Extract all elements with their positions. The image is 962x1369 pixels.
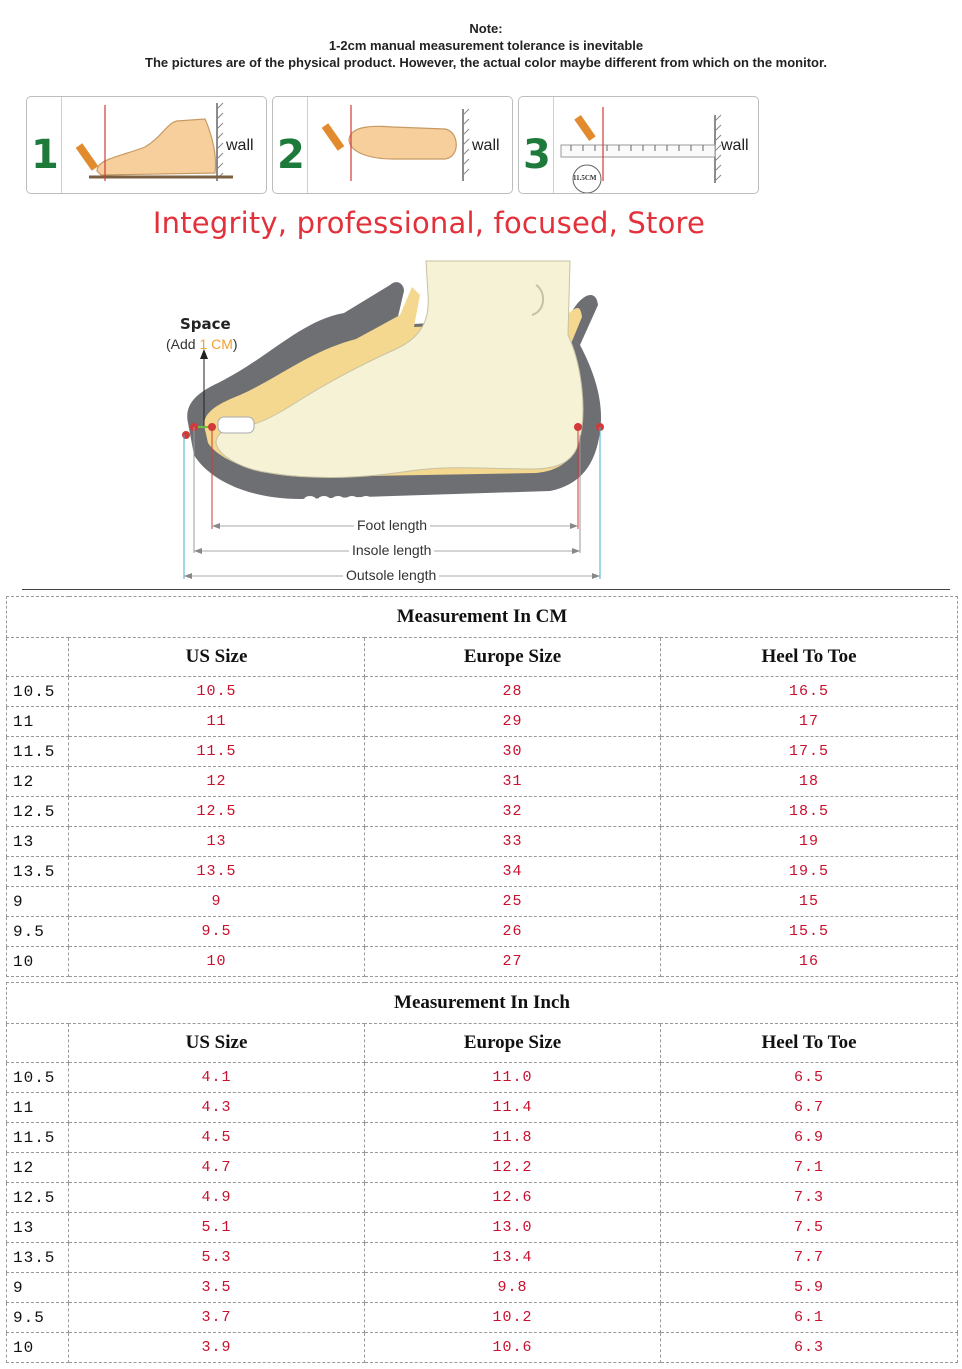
row-label: 9 xyxy=(7,887,69,917)
row-label: 10.5 xyxy=(7,1063,69,1093)
foot-length-label: Foot length xyxy=(354,517,430,533)
heel-to-toe-cell: 18 xyxy=(661,767,958,797)
heel-to-toe-cell: 16 xyxy=(661,947,958,977)
step-2-panel xyxy=(272,96,513,194)
header-us-size: US Size xyxy=(69,1024,365,1063)
heel-to-toe-cell: 7.1 xyxy=(661,1153,958,1183)
row-label: 13 xyxy=(7,827,69,857)
row-label: 12.5 xyxy=(7,797,69,827)
table-row xyxy=(7,677,958,707)
heel-to-toe-cell: 6.3 xyxy=(661,1333,958,1363)
us-size-cell: 9 xyxy=(69,887,365,917)
europe-size-cell: 11.8 xyxy=(365,1123,661,1153)
table-row xyxy=(7,827,958,857)
wall-label: wall xyxy=(721,137,749,154)
us-size-cell: 12 xyxy=(69,767,365,797)
ruler-tag: 11.5CM xyxy=(573,174,597,182)
wall-label: wall xyxy=(472,137,500,154)
header-blank xyxy=(7,638,69,677)
space-note-prefix: (Add xyxy=(166,336,200,352)
europe-size-cell: 11.0 xyxy=(365,1063,661,1093)
measurement-table-inch xyxy=(6,982,958,1363)
us-size-cell: 13.5 xyxy=(69,857,365,887)
table-body xyxy=(7,1063,958,1363)
heel-to-toe-cell: 16.5 xyxy=(661,677,958,707)
table-row xyxy=(7,797,958,827)
row-label: 9.5 xyxy=(7,1303,69,1333)
us-size-cell: 10.5 xyxy=(69,677,365,707)
space-note-suffix: ) xyxy=(232,336,238,352)
table-row xyxy=(7,1153,958,1183)
header-heel-to-toe: Heel To Toe xyxy=(661,1024,958,1063)
row-label: 13.5 xyxy=(7,1243,69,1273)
table-row xyxy=(7,1243,958,1273)
europe-size-cell: 10.6 xyxy=(365,1333,661,1363)
space-note-value: 1 CM xyxy=(199,336,233,352)
row-label: 10 xyxy=(7,947,69,977)
row-label: 9.5 xyxy=(7,917,69,947)
us-size-cell: 11 xyxy=(69,707,365,737)
heel-to-toe-cell: 17 xyxy=(661,707,958,737)
europe-size-cell: 34 xyxy=(365,857,661,887)
heel-to-toe-cell: 7.3 xyxy=(661,1183,958,1213)
table-row xyxy=(7,1183,958,1213)
header-us-size: US Size xyxy=(69,638,365,677)
table-row xyxy=(7,887,958,917)
insole-length-label: Insole length xyxy=(349,542,434,558)
outsole-length-label: Outsole length xyxy=(343,567,439,583)
us-size-cell: 4.9 xyxy=(69,1183,365,1213)
header-europe-size: Europe Size xyxy=(365,1024,661,1063)
header-heel-to-toe: Heel To Toe xyxy=(661,638,958,677)
us-size-cell: 3.5 xyxy=(69,1273,365,1303)
europe-size-cell: 13.0 xyxy=(365,1213,661,1243)
us-size-cell: 4.1 xyxy=(69,1063,365,1093)
table-row xyxy=(7,1333,958,1363)
table-row xyxy=(7,1273,958,1303)
europe-size-cell: 9.8 xyxy=(365,1273,661,1303)
row-label: 12 xyxy=(7,1153,69,1183)
row-label: 13 xyxy=(7,1213,69,1243)
us-size-cell: 13 xyxy=(69,827,365,857)
row-label: 12 xyxy=(7,767,69,797)
europe-size-cell: 11.4 xyxy=(365,1093,661,1123)
table-row xyxy=(7,917,958,947)
step-3-panel xyxy=(518,96,759,194)
step-number: 3 xyxy=(523,132,551,178)
us-size-cell: 10 xyxy=(69,947,365,977)
heel-to-toe-cell: 6.9 xyxy=(661,1123,958,1153)
table-body xyxy=(7,677,958,977)
header-blank xyxy=(7,1024,69,1063)
us-size-cell: 3.9 xyxy=(69,1333,365,1363)
europe-size-cell: 28 xyxy=(365,677,661,707)
row-label: 9 xyxy=(7,1273,69,1303)
us-size-cell: 4.5 xyxy=(69,1123,365,1153)
us-size-cell: 5.1 xyxy=(69,1213,365,1243)
row-label: 11 xyxy=(7,707,69,737)
note-line-2: The pictures are of the physical product. However, the actual color maybe different from which on the monitor. xyxy=(145,55,827,70)
europe-size-cell: 12.6 xyxy=(365,1183,661,1213)
row-label: 12.5 xyxy=(7,1183,69,1213)
heel-to-toe-cell: 15 xyxy=(661,887,958,917)
heel-to-toe-cell: 7.7 xyxy=(661,1243,958,1273)
table-row xyxy=(7,1063,958,1093)
measurement-table-cm xyxy=(6,596,958,977)
note-title: Note: xyxy=(469,21,503,36)
table-row xyxy=(7,857,958,887)
table-row xyxy=(7,1213,958,1243)
europe-size-cell: 10.2 xyxy=(365,1303,661,1333)
heel-to-toe-cell: 7.5 xyxy=(661,1213,958,1243)
us-size-cell: 5.3 xyxy=(69,1243,365,1273)
store-slogan: Integrity, professional, focused, Store xyxy=(152,206,706,240)
table-caption: Measurement In CM xyxy=(7,597,958,638)
table-row xyxy=(7,737,958,767)
europe-size-cell: 27 xyxy=(365,947,661,977)
europe-size-cell: 29 xyxy=(365,707,661,737)
row-label: 10 xyxy=(7,1333,69,1363)
europe-size-cell: 25 xyxy=(365,887,661,917)
table-row xyxy=(7,947,958,977)
europe-size-cell: 30 xyxy=(365,737,661,767)
space-title: Space xyxy=(180,315,231,333)
table-row xyxy=(7,1303,958,1333)
shoe-illustration xyxy=(160,255,620,590)
us-size-cell: 4.7 xyxy=(69,1153,365,1183)
europe-size-cell: 12.2 xyxy=(365,1153,661,1183)
table-row xyxy=(7,1093,958,1123)
heel-to-toe-cell: 19 xyxy=(661,827,958,857)
shoe-diagram xyxy=(160,255,620,590)
table-row xyxy=(7,767,958,797)
table-row xyxy=(7,1123,958,1153)
section-divider xyxy=(22,589,950,590)
us-size-cell: 9.5 xyxy=(69,917,365,947)
heel-to-toe-cell: 18.5 xyxy=(661,797,958,827)
europe-size-cell: 33 xyxy=(365,827,661,857)
note-line-1: 1-2cm manual measurement tolerance is inevitable xyxy=(328,38,644,53)
us-size-cell: 12.5 xyxy=(69,797,365,827)
heel-to-toe-cell: 17.5 xyxy=(661,737,958,767)
row-label: 10.5 xyxy=(7,677,69,707)
europe-size-cell: 13.4 xyxy=(365,1243,661,1273)
step-1-panel xyxy=(26,96,267,194)
table-caption: Measurement In Inch xyxy=(7,983,958,1024)
heel-to-toe-cell: 6.7 xyxy=(661,1093,958,1123)
heel-to-toe-cell: 6.5 xyxy=(661,1063,958,1093)
row-label: 11.5 xyxy=(7,737,69,767)
heel-to-toe-cell: 19.5 xyxy=(661,857,958,887)
step-number: 1 xyxy=(31,132,59,178)
heel-to-toe-cell: 6.1 xyxy=(661,1303,958,1333)
row-label: 11.5 xyxy=(7,1123,69,1153)
row-label: 11 xyxy=(7,1093,69,1123)
space-note xyxy=(166,336,238,352)
heel-to-toe-cell: 15.5 xyxy=(661,917,958,947)
header-europe-size: Europe Size xyxy=(365,638,661,677)
note-block xyxy=(0,20,962,71)
europe-size-cell: 31 xyxy=(365,767,661,797)
row-label: 13.5 xyxy=(7,857,69,887)
europe-size-cell: 32 xyxy=(365,797,661,827)
us-size-cell: 11.5 xyxy=(69,737,365,767)
table-row xyxy=(7,707,958,737)
us-size-cell: 4.3 xyxy=(69,1093,365,1123)
wall-label: wall xyxy=(226,137,254,154)
heel-to-toe-cell: 5.9 xyxy=(661,1273,958,1303)
step-number: 2 xyxy=(277,132,305,178)
europe-size-cell: 26 xyxy=(365,917,661,947)
us-size-cell: 3.7 xyxy=(69,1303,365,1333)
